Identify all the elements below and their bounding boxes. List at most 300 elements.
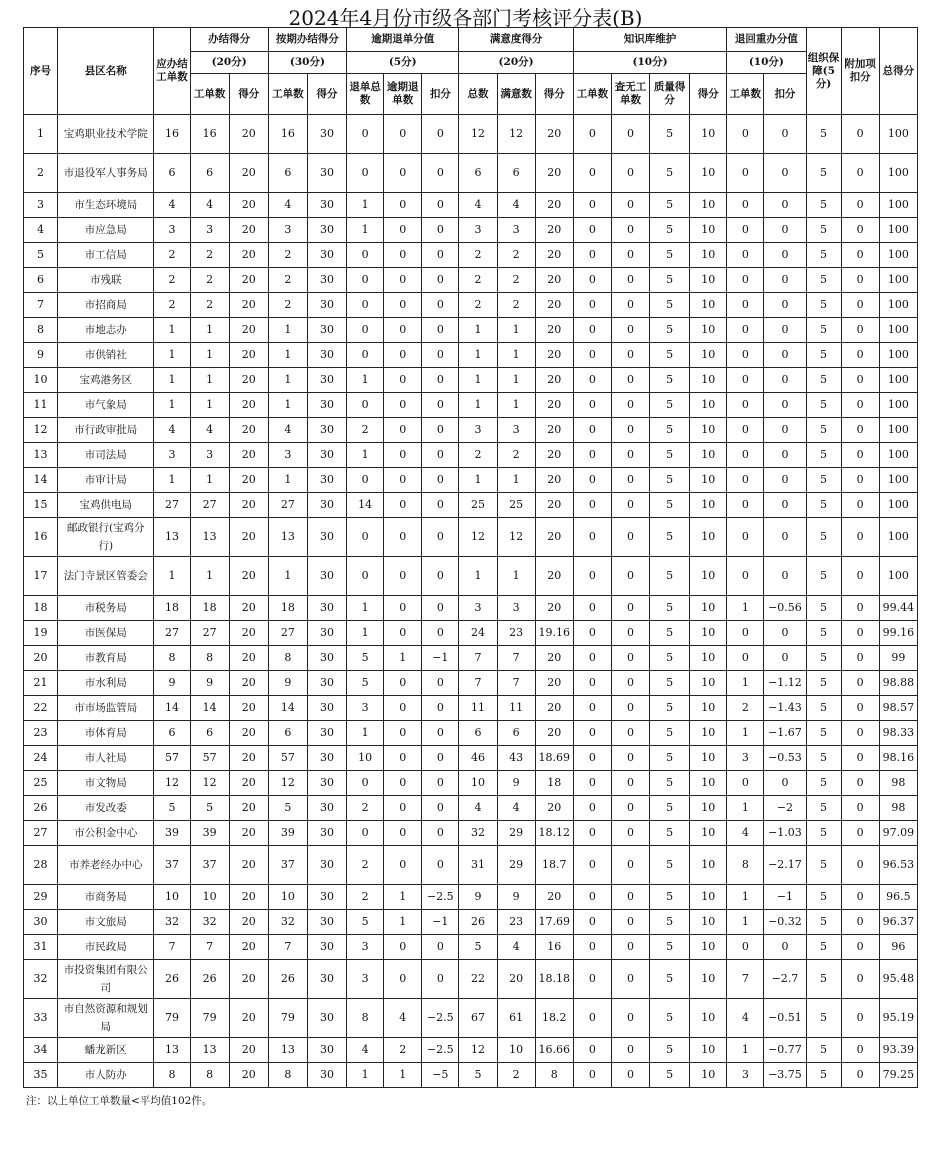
cell-closed-count: 13 bbox=[190, 518, 229, 557]
cell-kb-quality: 5 bbox=[650, 1063, 690, 1088]
cell-closed-score: 20 bbox=[229, 154, 268, 193]
cell-sat-count: 25 bbox=[497, 493, 535, 518]
cell-ret-count: 0 bbox=[727, 293, 764, 318]
cell-ontime-count: 16 bbox=[268, 115, 307, 154]
cell-closed-score: 20 bbox=[229, 846, 268, 885]
cell-return-total: 14 bbox=[347, 493, 384, 518]
cell-extra-deduct: 0 bbox=[841, 596, 879, 621]
cell-ret-count: 0 bbox=[727, 621, 764, 646]
cell-seq: 5 bbox=[24, 243, 58, 268]
cell-overdue-deduct: −1 bbox=[422, 646, 459, 671]
cell-ontime-score: 30 bbox=[307, 846, 346, 885]
cell-should-close: 18 bbox=[154, 596, 190, 621]
cell-org-score: 5 bbox=[806, 1038, 841, 1063]
header-closed-group: 办结得分 bbox=[190, 28, 268, 52]
cell-closed-count: 2 bbox=[190, 293, 229, 318]
cell-closed-score: 20 bbox=[229, 393, 268, 418]
cell-overdue-return: 0 bbox=[384, 821, 422, 846]
cell-kb-count: 0 bbox=[573, 343, 611, 368]
cell-return-total: 0 bbox=[347, 343, 384, 368]
cell-ontime-count: 6 bbox=[268, 721, 307, 746]
cell-closed-count: 8 bbox=[190, 646, 229, 671]
cell-should-close: 39 bbox=[154, 821, 190, 846]
cell-overdue-return: 0 bbox=[384, 721, 422, 746]
subheader-kb-quality: 质量得分 bbox=[650, 74, 690, 115]
cell-ontime-score: 30 bbox=[307, 1038, 346, 1063]
cell-kb-none: 0 bbox=[611, 468, 649, 493]
cell-total-score: 98 bbox=[879, 771, 917, 796]
cell-ontime-score: 30 bbox=[307, 268, 346, 293]
cell-unit-name: 市生态环境局 bbox=[58, 193, 154, 218]
cell-ontime-count: 1 bbox=[268, 318, 307, 343]
cell-closed-score: 20 bbox=[229, 268, 268, 293]
cell-sat-count: 1 bbox=[497, 393, 535, 418]
cell-overdue-deduct: 0 bbox=[422, 771, 459, 796]
cell-org-score: 5 bbox=[806, 443, 841, 468]
cell-seq: 26 bbox=[24, 796, 58, 821]
cell-kb-none: 0 bbox=[611, 293, 649, 318]
cell-kb-count: 0 bbox=[573, 671, 611, 696]
cell-sat-total: 3 bbox=[459, 596, 497, 621]
cell-sat-total: 2 bbox=[459, 268, 497, 293]
cell-return-total: 1 bbox=[347, 621, 384, 646]
cell-return-total: 3 bbox=[347, 960, 384, 999]
cell-unit-name: 法门寺景区管委会 bbox=[58, 557, 154, 596]
cell-ret-count: 0 bbox=[727, 193, 764, 218]
cell-return-total: 5 bbox=[347, 910, 384, 935]
cell-ret-deduct: −0.32 bbox=[764, 910, 806, 935]
cell-sat-count: 9 bbox=[497, 771, 535, 796]
cell-should-close: 32 bbox=[154, 910, 190, 935]
cell-closed-count: 2 bbox=[190, 268, 229, 293]
cell-kb-quality: 5 bbox=[650, 418, 690, 443]
cell-ontime-count: 10 bbox=[268, 885, 307, 910]
cell-return-total: 0 bbox=[347, 318, 384, 343]
cell-kb-score: 10 bbox=[690, 621, 727, 646]
cell-ontime-count: 14 bbox=[268, 696, 307, 721]
cell-return-total: 1 bbox=[347, 1063, 384, 1088]
cell-return-total: 0 bbox=[347, 821, 384, 846]
cell-ret-count: 0 bbox=[727, 343, 764, 368]
cell-sat-total: 6 bbox=[459, 721, 497, 746]
cell-kb-score: 10 bbox=[690, 671, 727, 696]
cell-overdue-deduct: 0 bbox=[422, 746, 459, 771]
table-row bbox=[24, 646, 918, 671]
cell-total-score: 96.37 bbox=[879, 910, 917, 935]
cell-closed-score: 20 bbox=[229, 999, 268, 1038]
cell-closed-score: 20 bbox=[229, 821, 268, 846]
cell-should-close: 79 bbox=[154, 999, 190, 1038]
cell-org-score: 5 bbox=[806, 318, 841, 343]
cell-total-score: 96 bbox=[879, 935, 917, 960]
cell-overdue-return: 1 bbox=[384, 1063, 422, 1088]
cell-kb-none: 0 bbox=[611, 1038, 649, 1063]
cell-org-score: 5 bbox=[806, 193, 841, 218]
table-row bbox=[24, 910, 918, 935]
cell-return-total: 3 bbox=[347, 696, 384, 721]
cell-overdue-deduct: 0 bbox=[422, 557, 459, 596]
cell-ontime-score: 30 bbox=[307, 721, 346, 746]
cell-closed-score: 20 bbox=[229, 746, 268, 771]
cell-should-close: 1 bbox=[154, 368, 190, 393]
cell-seq: 12 bbox=[24, 418, 58, 443]
table-row bbox=[24, 796, 918, 821]
cell-ontime-score: 30 bbox=[307, 318, 346, 343]
cell-unit-name: 市司法局 bbox=[58, 443, 154, 468]
cell-kb-count: 0 bbox=[573, 318, 611, 343]
cell-ret-deduct: 0 bbox=[764, 243, 806, 268]
cell-kb-quality: 5 bbox=[650, 885, 690, 910]
cell-kb-score: 10 bbox=[690, 218, 727, 243]
cell-unit-name: 宝鸡职业技术学院 bbox=[58, 115, 154, 154]
cell-unit-name: 市应急局 bbox=[58, 218, 154, 243]
cell-overdue-deduct: 0 bbox=[422, 343, 459, 368]
cell-ontime-score: 30 bbox=[307, 821, 346, 846]
cell-sat-total: 1 bbox=[459, 557, 497, 596]
table-row bbox=[24, 821, 918, 846]
cell-ontime-score: 30 bbox=[307, 193, 346, 218]
subheader-overdue-deduct: 扣分 bbox=[422, 74, 459, 115]
cell-should-close: 5 bbox=[154, 796, 190, 821]
cell-ret-deduct: 0 bbox=[764, 493, 806, 518]
cell-sat-score: 20 bbox=[535, 193, 573, 218]
table-row bbox=[24, 443, 918, 468]
cell-kb-score: 10 bbox=[690, 557, 727, 596]
cell-overdue-return: 0 bbox=[384, 393, 422, 418]
cell-extra-deduct: 0 bbox=[841, 468, 879, 493]
cell-kb-quality: 5 bbox=[650, 1038, 690, 1063]
cell-sat-count: 3 bbox=[497, 596, 535, 621]
cell-sat-count: 1 bbox=[497, 343, 535, 368]
cell-kb-score: 10 bbox=[690, 393, 727, 418]
cell-total-score: 100 bbox=[879, 268, 917, 293]
cell-kb-count: 0 bbox=[573, 646, 611, 671]
cell-kb-score: 10 bbox=[690, 960, 727, 999]
cell-seq: 34 bbox=[24, 1038, 58, 1063]
cell-ontime-count: 57 bbox=[268, 746, 307, 771]
cell-closed-count: 26 bbox=[190, 960, 229, 999]
cell-closed-score: 20 bbox=[229, 193, 268, 218]
cell-kb-count: 0 bbox=[573, 268, 611, 293]
cell-closed-score: 20 bbox=[229, 318, 268, 343]
cell-ontime-count: 4 bbox=[268, 418, 307, 443]
cell-ret-deduct: −0.53 bbox=[764, 746, 806, 771]
cell-closed-count: 57 bbox=[190, 746, 229, 771]
cell-sat-score: 18.2 bbox=[535, 999, 573, 1038]
cell-kb-quality: 5 bbox=[650, 393, 690, 418]
cell-ret-count: 0 bbox=[727, 518, 764, 557]
table-row bbox=[24, 935, 918, 960]
header-kb-group: 知识库维护 bbox=[573, 28, 726, 52]
cell-kb-score: 10 bbox=[690, 243, 727, 268]
cell-closed-count: 13 bbox=[190, 1038, 229, 1063]
cell-kb-score: 10 bbox=[690, 999, 727, 1038]
cell-sat-score: 20 bbox=[535, 268, 573, 293]
cell-ontime-count: 8 bbox=[268, 646, 307, 671]
cell-extra-deduct: 0 bbox=[841, 268, 879, 293]
cell-kb-score: 10 bbox=[690, 468, 727, 493]
cell-should-close: 37 bbox=[154, 846, 190, 885]
cell-should-close: 3 bbox=[154, 443, 190, 468]
cell-ontime-score: 30 bbox=[307, 493, 346, 518]
cell-sat-score: 20 bbox=[535, 418, 573, 443]
cell-kb-none: 0 bbox=[611, 721, 649, 746]
cell-overdue-deduct: 0 bbox=[422, 368, 459, 393]
cell-sat-score: 20 bbox=[535, 696, 573, 721]
cell-should-close: 6 bbox=[154, 721, 190, 746]
cell-closed-count: 79 bbox=[190, 999, 229, 1038]
cell-ontime-count: 26 bbox=[268, 960, 307, 999]
cell-kb-quality: 5 bbox=[650, 115, 690, 154]
subheader-closed-score: 得分 bbox=[229, 74, 268, 115]
cell-ret-deduct: 0 bbox=[764, 621, 806, 646]
cell-sat-total: 1 bbox=[459, 368, 497, 393]
cell-ontime-count: 37 bbox=[268, 846, 307, 885]
cell-ontime-score: 30 bbox=[307, 218, 346, 243]
cell-sat-score: 20 bbox=[535, 721, 573, 746]
cell-should-close: 4 bbox=[154, 193, 190, 218]
cell-total-score: 100 bbox=[879, 443, 917, 468]
cell-sat-count: 2 bbox=[497, 268, 535, 293]
cell-sat-score: 20 bbox=[535, 443, 573, 468]
cell-kb-quality: 5 bbox=[650, 721, 690, 746]
cell-sat-count: 6 bbox=[497, 154, 535, 193]
cell-kb-score: 10 bbox=[690, 1038, 727, 1063]
cell-extra-deduct: 0 bbox=[841, 1038, 879, 1063]
cell-sat-total: 32 bbox=[459, 821, 497, 846]
cell-kb-count: 0 bbox=[573, 885, 611, 910]
cell-kb-none: 0 bbox=[611, 154, 649, 193]
cell-kb-none: 0 bbox=[611, 318, 649, 343]
cell-sat-count: 1 bbox=[497, 468, 535, 493]
cell-closed-score: 20 bbox=[229, 646, 268, 671]
cell-kb-none: 0 bbox=[611, 596, 649, 621]
cell-closed-score: 20 bbox=[229, 596, 268, 621]
cell-org-score: 5 bbox=[806, 696, 841, 721]
cell-return-total: 1 bbox=[347, 368, 384, 393]
cell-should-close: 10 bbox=[154, 885, 190, 910]
cell-should-close: 7 bbox=[154, 935, 190, 960]
cell-seq: 27 bbox=[24, 821, 58, 846]
cell-overdue-return: 1 bbox=[384, 646, 422, 671]
cell-should-close: 8 bbox=[154, 1063, 190, 1088]
cell-sat-score: 20 bbox=[535, 885, 573, 910]
cell-should-close: 57 bbox=[154, 746, 190, 771]
cell-closed-score: 20 bbox=[229, 468, 268, 493]
cell-ret-deduct: −2.7 bbox=[764, 960, 806, 999]
cell-kb-score: 10 bbox=[690, 771, 727, 796]
cell-sat-total: 6 bbox=[459, 154, 497, 193]
cell-sat-score: 20 bbox=[535, 468, 573, 493]
cell-ret-deduct: −1.03 bbox=[764, 821, 806, 846]
cell-ontime-count: 3 bbox=[268, 218, 307, 243]
cell-sat-total: 4 bbox=[459, 193, 497, 218]
cell-kb-none: 0 bbox=[611, 960, 649, 999]
table-row bbox=[24, 1038, 918, 1063]
cell-closed-count: 12 bbox=[190, 771, 229, 796]
cell-kb-quality: 5 bbox=[650, 268, 690, 293]
cell-total-score: 98.88 bbox=[879, 671, 917, 696]
cell-ret-count: 0 bbox=[727, 468, 764, 493]
cell-closed-score: 20 bbox=[229, 557, 268, 596]
cell-kb-quality: 5 bbox=[650, 596, 690, 621]
cell-ontime-score: 30 bbox=[307, 935, 346, 960]
cell-ret-deduct: 0 bbox=[764, 293, 806, 318]
table-row bbox=[24, 885, 918, 910]
cell-seq: 18 bbox=[24, 596, 58, 621]
cell-ontime-count: 79 bbox=[268, 999, 307, 1038]
cell-extra-deduct: 0 bbox=[841, 1063, 879, 1088]
cell-closed-score: 20 bbox=[229, 343, 268, 368]
cell-return-total: 0 bbox=[347, 243, 384, 268]
subheader-closed-count: 工单数 bbox=[190, 74, 229, 115]
cell-kb-count: 0 bbox=[573, 771, 611, 796]
cell-overdue-return: 0 bbox=[384, 293, 422, 318]
table-row bbox=[24, 343, 918, 368]
cell-kb-quality: 5 bbox=[650, 621, 690, 646]
cell-sat-score: 20 bbox=[535, 493, 573, 518]
cell-ontime-count: 9 bbox=[268, 671, 307, 696]
cell-closed-score: 20 bbox=[229, 243, 268, 268]
cell-kb-quality: 5 bbox=[650, 193, 690, 218]
cell-extra-deduct: 0 bbox=[841, 154, 879, 193]
cell-ontime-score: 30 bbox=[307, 443, 346, 468]
cell-return-total: 2 bbox=[347, 846, 384, 885]
cell-ret-count: 3 bbox=[727, 746, 764, 771]
cell-kb-quality: 5 bbox=[650, 746, 690, 771]
cell-closed-score: 20 bbox=[229, 1063, 268, 1088]
cell-kb-none: 0 bbox=[611, 821, 649, 846]
cell-kb-count: 0 bbox=[573, 393, 611, 418]
cell-closed-count: 9 bbox=[190, 671, 229, 696]
cell-return-total: 2 bbox=[347, 418, 384, 443]
cell-ret-count: 0 bbox=[727, 935, 764, 960]
cell-extra-deduct: 0 bbox=[841, 418, 879, 443]
cell-sat-score: 8 bbox=[535, 1063, 573, 1088]
cell-sat-score: 20 bbox=[535, 368, 573, 393]
cell-overdue-return: 0 bbox=[384, 443, 422, 468]
cell-kb-quality: 5 bbox=[650, 493, 690, 518]
cell-seq: 8 bbox=[24, 318, 58, 343]
cell-overdue-return: 0 bbox=[384, 368, 422, 393]
cell-closed-count: 18 bbox=[190, 596, 229, 621]
cell-unit-name: 市招商局 bbox=[58, 293, 154, 318]
cell-overdue-deduct: −2.5 bbox=[422, 885, 459, 910]
cell-sat-count: 12 bbox=[497, 115, 535, 154]
cell-seq: 9 bbox=[24, 343, 58, 368]
cell-ontime-score: 30 bbox=[307, 596, 346, 621]
cell-ret-count: 0 bbox=[727, 557, 764, 596]
cell-sat-score: 18.18 bbox=[535, 960, 573, 999]
cell-kb-score: 10 bbox=[690, 935, 727, 960]
cell-return-total: 1 bbox=[347, 596, 384, 621]
cell-ret-count: 1 bbox=[727, 721, 764, 746]
cell-sat-score: 20 bbox=[535, 343, 573, 368]
cell-sat-count: 9 bbox=[497, 885, 535, 910]
cell-kb-score: 10 bbox=[690, 115, 727, 154]
cell-ret-deduct: −0.56 bbox=[764, 596, 806, 621]
cell-total-score: 100 bbox=[879, 418, 917, 443]
cell-sat-score: 20 bbox=[535, 796, 573, 821]
cell-ontime-score: 30 bbox=[307, 796, 346, 821]
cell-extra-deduct: 0 bbox=[841, 960, 879, 999]
cell-return-total: 2 bbox=[347, 796, 384, 821]
cell-extra-deduct: 0 bbox=[841, 518, 879, 557]
cell-ret-count: 1 bbox=[727, 910, 764, 935]
cell-ontime-score: 30 bbox=[307, 368, 346, 393]
cell-org-score: 5 bbox=[806, 621, 841, 646]
cell-overdue-return: 0 bbox=[384, 493, 422, 518]
cell-kb-score: 10 bbox=[690, 821, 727, 846]
cell-ontime-count: 5 bbox=[268, 796, 307, 821]
cell-ret-count: 0 bbox=[727, 318, 764, 343]
cell-total-score: 100 bbox=[879, 115, 917, 154]
cell-ret-count: 1 bbox=[727, 671, 764, 696]
cell-ontime-score: 30 bbox=[307, 910, 346, 935]
cell-sat-total: 2 bbox=[459, 293, 497, 318]
cell-kb-count: 0 bbox=[573, 518, 611, 557]
cell-org-score: 5 bbox=[806, 999, 841, 1038]
cell-org-score: 5 bbox=[806, 468, 841, 493]
cell-ret-count: 0 bbox=[727, 154, 764, 193]
cell-sat-count: 4 bbox=[497, 935, 535, 960]
cell-sat-score: 17.69 bbox=[535, 910, 573, 935]
cell-ontime-score: 30 bbox=[307, 646, 346, 671]
cell-overdue-deduct: 0 bbox=[422, 796, 459, 821]
cell-closed-score: 20 bbox=[229, 218, 268, 243]
cell-overdue-deduct: −1 bbox=[422, 910, 459, 935]
cell-closed-count: 4 bbox=[190, 193, 229, 218]
cell-extra-deduct: 0 bbox=[841, 771, 879, 796]
cell-extra-deduct: 0 bbox=[841, 696, 879, 721]
cell-kb-count: 0 bbox=[573, 910, 611, 935]
cell-kb-score: 10 bbox=[690, 268, 727, 293]
cell-ret-count: 1 bbox=[727, 596, 764, 621]
cell-overdue-return: 0 bbox=[384, 243, 422, 268]
table-row bbox=[24, 193, 918, 218]
cell-overdue-deduct: 0 bbox=[422, 293, 459, 318]
cell-kb-count: 0 bbox=[573, 154, 611, 193]
cell-ontime-score: 30 bbox=[307, 960, 346, 999]
cell-total-score: 98.57 bbox=[879, 696, 917, 721]
cell-ontime-count: 1 bbox=[268, 368, 307, 393]
cell-ret-count: 0 bbox=[727, 368, 764, 393]
cell-total-score: 100 bbox=[879, 318, 917, 343]
cell-total-score: 100 bbox=[879, 468, 917, 493]
cell-kb-score: 10 bbox=[690, 1063, 727, 1088]
cell-should-close: 1 bbox=[154, 318, 190, 343]
cell-overdue-return: 0 bbox=[384, 671, 422, 696]
table-row bbox=[24, 243, 918, 268]
cell-kb-quality: 5 bbox=[650, 671, 690, 696]
cell-overdue-return: 0 bbox=[384, 218, 422, 243]
subheader-kb-count: 工单数 bbox=[573, 74, 611, 115]
cell-kb-quality: 5 bbox=[650, 343, 690, 368]
cell-should-close: 16 bbox=[154, 115, 190, 154]
cell-ontime-count: 7 bbox=[268, 935, 307, 960]
cell-sat-total: 9 bbox=[459, 885, 497, 910]
cell-sat-count: 6 bbox=[497, 721, 535, 746]
cell-kb-quality: 5 bbox=[650, 696, 690, 721]
cell-sat-count: 3 bbox=[497, 218, 535, 243]
cell-overdue-deduct: 0 bbox=[422, 218, 459, 243]
cell-extra-deduct: 0 bbox=[841, 646, 879, 671]
cell-total-score: 99 bbox=[879, 646, 917, 671]
cell-closed-count: 5 bbox=[190, 796, 229, 821]
cell-kb-none: 0 bbox=[611, 393, 649, 418]
table-row bbox=[24, 368, 918, 393]
cell-closed-count: 1 bbox=[190, 343, 229, 368]
